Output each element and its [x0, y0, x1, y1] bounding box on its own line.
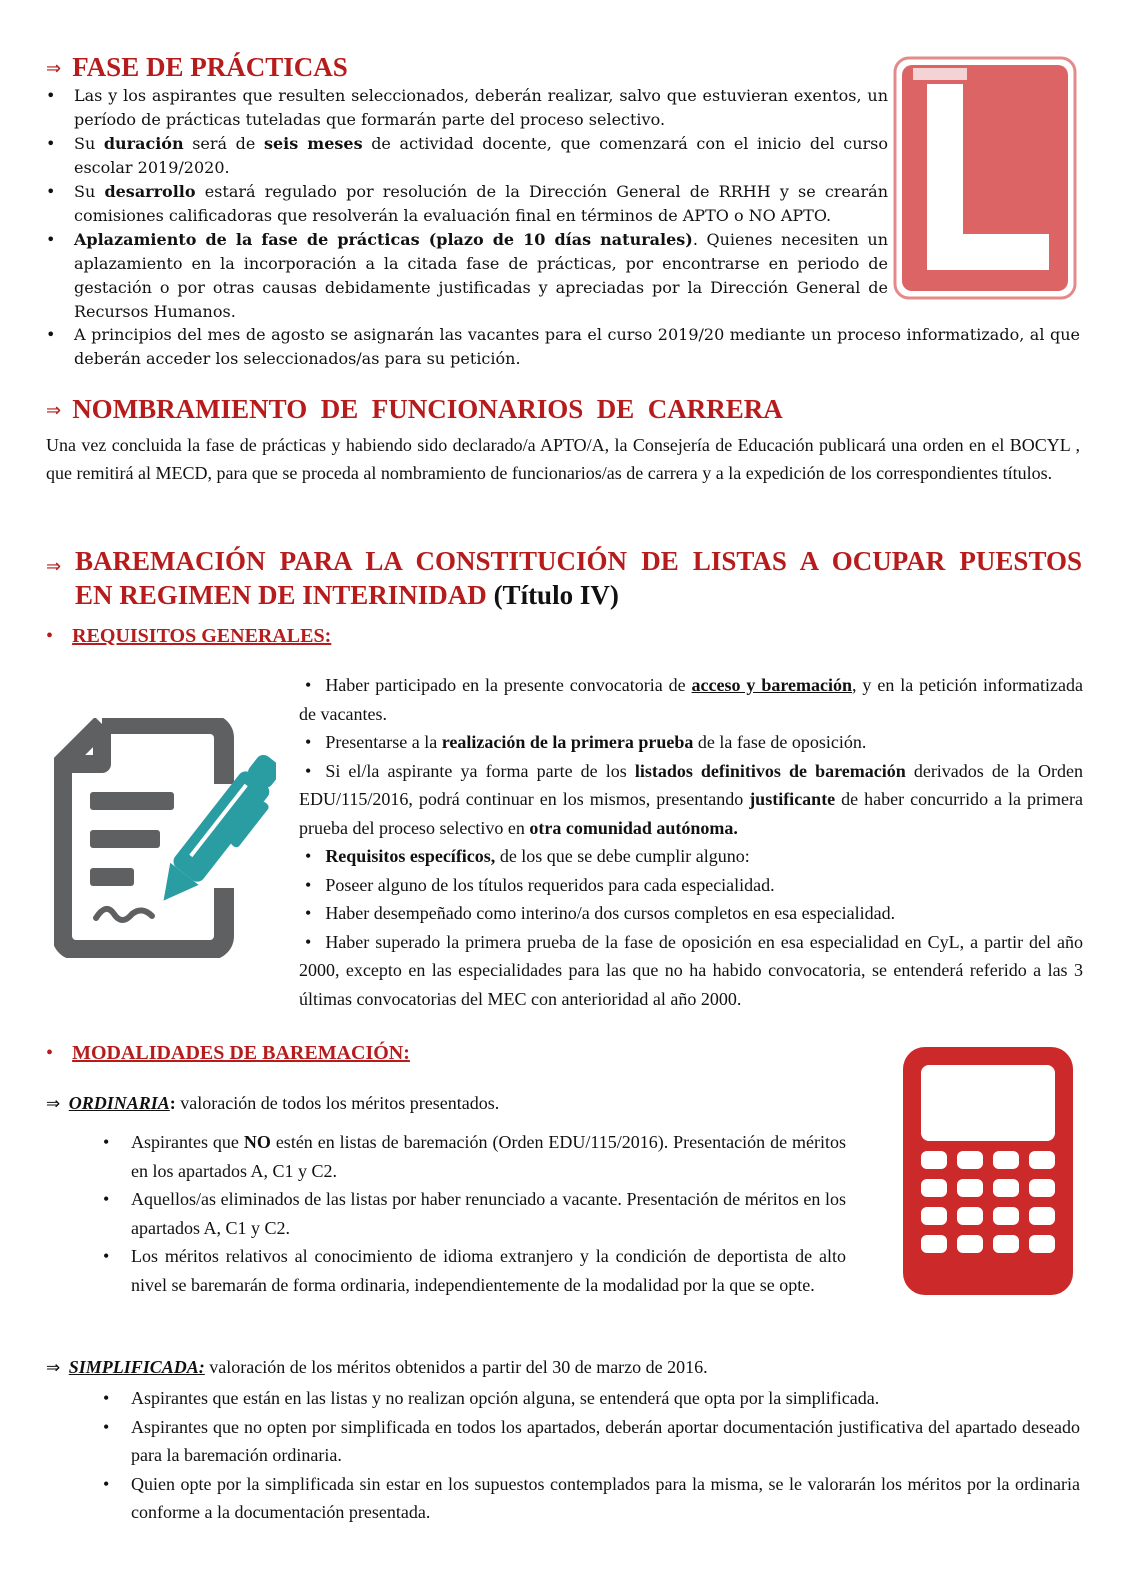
arrow-icon: ⇒ [46, 400, 62, 421]
list-item: • Su duración será de seis meses de actividad docente, que comenzará con el inicio del curso escolar 2019/2020. [46, 134, 889, 177]
requisitos-heading: • REQUISITOS GENERALES: [46, 625, 332, 647]
simplificada-label: SIMPLIFICADA: [68, 1357, 205, 1377]
requisitos-list [299, 671, 1083, 1013]
simplificada-line: ⇒ SIMPLIFICADA: valoración de los méritos obtenidos a partir del 30 de marzo de 2016. [46, 1357, 708, 1378]
ordinaria-line: ⇒ ORDINARIA: valoración de todos los méritos presentados. [46, 1093, 500, 1114]
list-item: • Haber desempeñado como interino/a dos cursos completos en esa especialidad. [305, 903, 896, 923]
ordinaria-label: ORDINARIA [68, 1093, 170, 1113]
section-baremacion-heading [46, 546, 1089, 614]
list-item: • Si el/la aspirante ya forma parte de los listados definitivos de baremación derivados de la Orden EDU/115/2016, podrá continuar en los mismos, presentando justificante de haber concurrido a la primera prueba del proceso selectivo en otra comunidad autónoma. [299, 760, 1083, 838]
ordinaria-list [103, 1128, 846, 1299]
list-item: • Quien opte por la simplificada sin estar en los supuestos contemplados para la misma, se le valorarán los méritos por la ordinaria conforme a la documentación presentada. [103, 1473, 1080, 1522]
list-item: • Presentarse a la realización de la primera prueba de la fase de oposición. [305, 732, 867, 752]
list-item: • Poseer alguno de los títulos requeridos para cada especialidad. [305, 874, 775, 895]
nombramiento-paragraph: Una vez concluida la fase de prácticas y habiendo sido declarado/a APTO/A, la Consejería de Educación publicará una orden en el BOCYL , que remitirá al MECD, para que se proceda al nombramiento de funcionarios/as de carrera y a la expedición de los correspondientes títulos. [46, 435, 1080, 483]
modalidades-heading: • MODALIDADES DE BAREMACIÓN: [46, 1042, 410, 1064]
section-subtitle: (Título IV) [486, 580, 619, 610]
list-item: • Aspirantes que no opten por simplificada en todos los apartados, deberán aportar documentación justificativa del apartado deseado para la baremación ordinaria. [103, 1416, 1080, 1465]
list-item: • Las y los aspirantes que resulten seleccionados, deberán realizar, salvo que estuvieran exentos, un período de prácticas tuteladas que formarán parte del proceso selectivo. [46, 86, 888, 129]
section-title: FASE DE PRÁCTICAS [72, 52, 348, 82]
section-title: NOMBRAMIENTO DE FUNCIONARIOS DE CARRERA [72, 394, 783, 424]
calculator-icon [903, 1047, 1073, 1295]
list-item: • Aplazamiento de la fase de prácticas (plazo de 10 días naturales). Quienes necesiten un aplazamiento en la incorporación a la citada fase de prácticas, por encontrarse en periodo de gestación o por otras causas debidamente justificadas y apreciadas por la Dirección General de Recursos Humanos. [46, 230, 889, 321]
list-item: • Su desarrollo estará regulado por resolución de la Dirección General de RRHH y se crearán comisiones calificadoras que resolverán la evaluación final en términos de APTO o NO APTO. [46, 182, 888, 225]
l-plate-icon [893, 56, 1077, 300]
list-item: • Haber participado en la presente convocatoria de acceso y baremación, y en la petición informatizada de vacantes. [299, 675, 1083, 724]
list-item: • Haber superado la primera prueba de la fase de oposición en esa especialidad en CyL, a partir del año 2000, excepto en las especialidades para las que no ha habido convocatoria, se entenderá referido a las 3 últimas convocatorias del MEC con anterioridad al año 2000. [299, 931, 1083, 1009]
fase-practicas-list [46, 84, 888, 324]
document-pen-icon [54, 718, 276, 958]
list-item: • Aspirantes que están en las listas y no realizan opción alguna, se entenderá que opta por la simplificada. [103, 1388, 880, 1408]
simplificada-list [103, 1384, 1080, 1527]
section-fase-practicas-heading [46, 52, 866, 84]
arrow-icon: ⇒ [46, 58, 62, 79]
list-item: • Aspirantes que NO estén en listas de baremación (Orden EDU/115/2016). Presentación de méritos en los apartados A, C1 y C2. [103, 1132, 846, 1181]
section-title: BAREMACIÓN PARA LA CONSTITUCIÓN DE LISTAS A OCUPAR PUESTOS EN REGIMEN DE INTERINIDAD [75, 546, 1089, 610]
section-nombramiento-heading [46, 394, 1080, 425]
list-item: • Requisitos específicos, de los que se debe cumplir alguno: [305, 846, 750, 866]
list-item: • A principios del mes de agosto se asignarán las vacantes para el curso 2019/20 mediante un proceso informatizado, al que deberán acceder los seleccionados/as para su petición. [46, 325, 1080, 368]
fase-practicas-list-wide [46, 323, 1080, 371]
list-item: • Aquellos/as eliminados de las listas por haber renunciado a vacante. Presentación de méritos en los apartados A, C1 y C2. [103, 1189, 846, 1238]
list-item: • Los méritos relativos al conocimiento de idioma extranjero y la condición de deportista de alto nivel se baremarán de forma ordinaria, independientemente de la modalidad por la que se opte. [103, 1246, 846, 1295]
arrow-icon: ⇒ [46, 556, 62, 577]
